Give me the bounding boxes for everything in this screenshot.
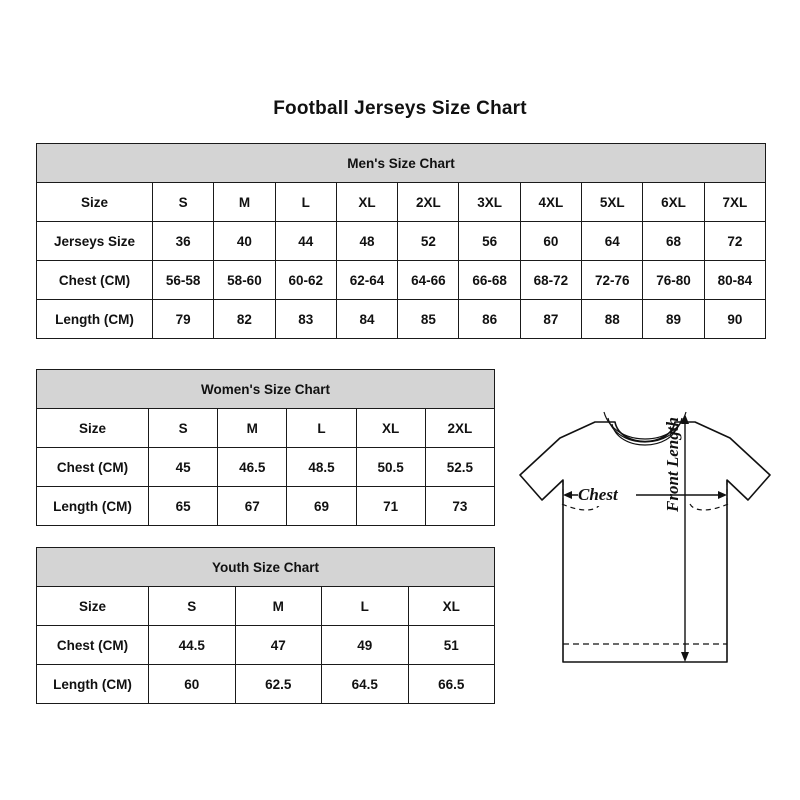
table-cell: L bbox=[322, 587, 409, 626]
table-cell: 64 bbox=[582, 222, 643, 261]
row-label-size: Size bbox=[37, 409, 149, 448]
table-cell: 66.5 bbox=[408, 665, 495, 704]
table-cell: 89 bbox=[643, 300, 704, 339]
table-row bbox=[37, 587, 495, 626]
table-cell: 62-64 bbox=[336, 261, 397, 300]
row-label-chest: Chest (CM) bbox=[37, 626, 149, 665]
table-cell: XL bbox=[336, 183, 397, 222]
youth-size-chart-section bbox=[36, 547, 495, 704]
table-cell: 64.5 bbox=[322, 665, 409, 704]
table-cell: 4XL bbox=[520, 183, 581, 222]
table-row bbox=[37, 261, 766, 300]
mens-size-chart-section bbox=[36, 143, 766, 339]
mens-size-chart-table bbox=[36, 143, 766, 339]
table-cell: 58-60 bbox=[214, 261, 275, 300]
table-cell: 60 bbox=[149, 665, 236, 704]
table-cell: 84 bbox=[336, 300, 397, 339]
table-cell: 48.5 bbox=[287, 448, 356, 487]
table-cell: 44.5 bbox=[149, 626, 236, 665]
table-cell: 52 bbox=[398, 222, 459, 261]
table-cell: XL bbox=[408, 587, 495, 626]
table-cell: S bbox=[149, 587, 236, 626]
table-cell: 68-72 bbox=[520, 261, 581, 300]
table-row bbox=[37, 548, 495, 587]
table-row bbox=[37, 370, 495, 409]
front-length-measurement-label: Front Length bbox=[663, 417, 682, 512]
table-cell: 7XL bbox=[704, 183, 765, 222]
jersey-outline-icon bbox=[500, 400, 790, 690]
table-cell: M bbox=[214, 183, 275, 222]
table-cell: S bbox=[149, 409, 218, 448]
table-cell: 2XL bbox=[425, 409, 494, 448]
table-row bbox=[37, 300, 766, 339]
row-label-size: Size bbox=[37, 587, 149, 626]
table-cell: 48 bbox=[336, 222, 397, 261]
table-cell: 72-76 bbox=[582, 261, 643, 300]
table-cell: 6XL bbox=[643, 183, 704, 222]
row-label-chest: Chest (CM) bbox=[37, 448, 149, 487]
table-cell: 82 bbox=[214, 300, 275, 339]
table-row bbox=[37, 487, 495, 526]
table-cell: 83 bbox=[275, 300, 336, 339]
table-cell: 73 bbox=[425, 487, 494, 526]
youth-table-heading: Youth Size Chart bbox=[37, 548, 495, 587]
table-row bbox=[37, 448, 495, 487]
table-cell: 2XL bbox=[398, 183, 459, 222]
table-cell: 68 bbox=[643, 222, 704, 261]
table-cell: 3XL bbox=[459, 183, 520, 222]
table-cell: 47 bbox=[235, 626, 322, 665]
page-title: Football Jerseys Size Chart bbox=[273, 98, 527, 119]
table-row bbox=[37, 409, 495, 448]
table-cell: M bbox=[218, 409, 287, 448]
table-cell: 87 bbox=[520, 300, 581, 339]
table-cell: M bbox=[235, 587, 322, 626]
table-cell: 90 bbox=[704, 300, 765, 339]
mens-table-heading: Men's Size Chart bbox=[37, 144, 766, 183]
table-cell: 50.5 bbox=[356, 448, 425, 487]
table-cell: 79 bbox=[153, 300, 214, 339]
table-cell: L bbox=[287, 409, 356, 448]
table-cell: 44 bbox=[275, 222, 336, 261]
table-cell: 76-80 bbox=[643, 261, 704, 300]
table-cell: 45 bbox=[149, 448, 218, 487]
table-cell: 60-62 bbox=[275, 261, 336, 300]
table-cell: 67 bbox=[218, 487, 287, 526]
jersey-measurement-diagram bbox=[500, 400, 790, 690]
table-cell: 69 bbox=[287, 487, 356, 526]
table-cell: 71 bbox=[356, 487, 425, 526]
table-cell: 60 bbox=[520, 222, 581, 261]
table-cell: 62.5 bbox=[235, 665, 322, 704]
chest-measurement-label: Chest bbox=[578, 485, 618, 504]
table-cell: 40 bbox=[214, 222, 275, 261]
table-cell: 56-58 bbox=[153, 261, 214, 300]
table-cell: XL bbox=[356, 409, 425, 448]
table-cell: 88 bbox=[582, 300, 643, 339]
row-label-size: Size bbox=[37, 183, 153, 222]
table-cell: 85 bbox=[398, 300, 459, 339]
table-row bbox=[37, 626, 495, 665]
table-row bbox=[37, 222, 766, 261]
table-cell: 49 bbox=[322, 626, 409, 665]
table-row bbox=[37, 183, 766, 222]
table-cell: 36 bbox=[153, 222, 214, 261]
table-row bbox=[37, 665, 495, 704]
table-cell: 46.5 bbox=[218, 448, 287, 487]
table-cell: S bbox=[153, 183, 214, 222]
table-cell: 66-68 bbox=[459, 261, 520, 300]
womens-size-chart-table bbox=[36, 369, 495, 526]
youth-size-chart-table bbox=[36, 547, 495, 704]
table-row bbox=[37, 144, 766, 183]
womens-table-heading: Women's Size Chart bbox=[37, 370, 495, 409]
table-cell: 56 bbox=[459, 222, 520, 261]
row-label-length: Length (CM) bbox=[37, 665, 149, 704]
table-cell: 80-84 bbox=[704, 261, 765, 300]
table-cell: 86 bbox=[459, 300, 520, 339]
table-cell: 5XL bbox=[582, 183, 643, 222]
table-cell: 65 bbox=[149, 487, 218, 526]
table-cell: 52.5 bbox=[425, 448, 494, 487]
womens-size-chart-section bbox=[36, 369, 495, 526]
row-label-chest: Chest (CM) bbox=[37, 261, 153, 300]
table-cell: 51 bbox=[408, 626, 495, 665]
table-cell: L bbox=[275, 183, 336, 222]
row-label-length: Length (CM) bbox=[37, 487, 149, 526]
table-cell: 64-66 bbox=[398, 261, 459, 300]
table-cell: 72 bbox=[704, 222, 765, 261]
row-label-length: Length (CM) bbox=[37, 300, 153, 339]
row-label-jerseys-size: Jerseys Size bbox=[37, 222, 153, 261]
